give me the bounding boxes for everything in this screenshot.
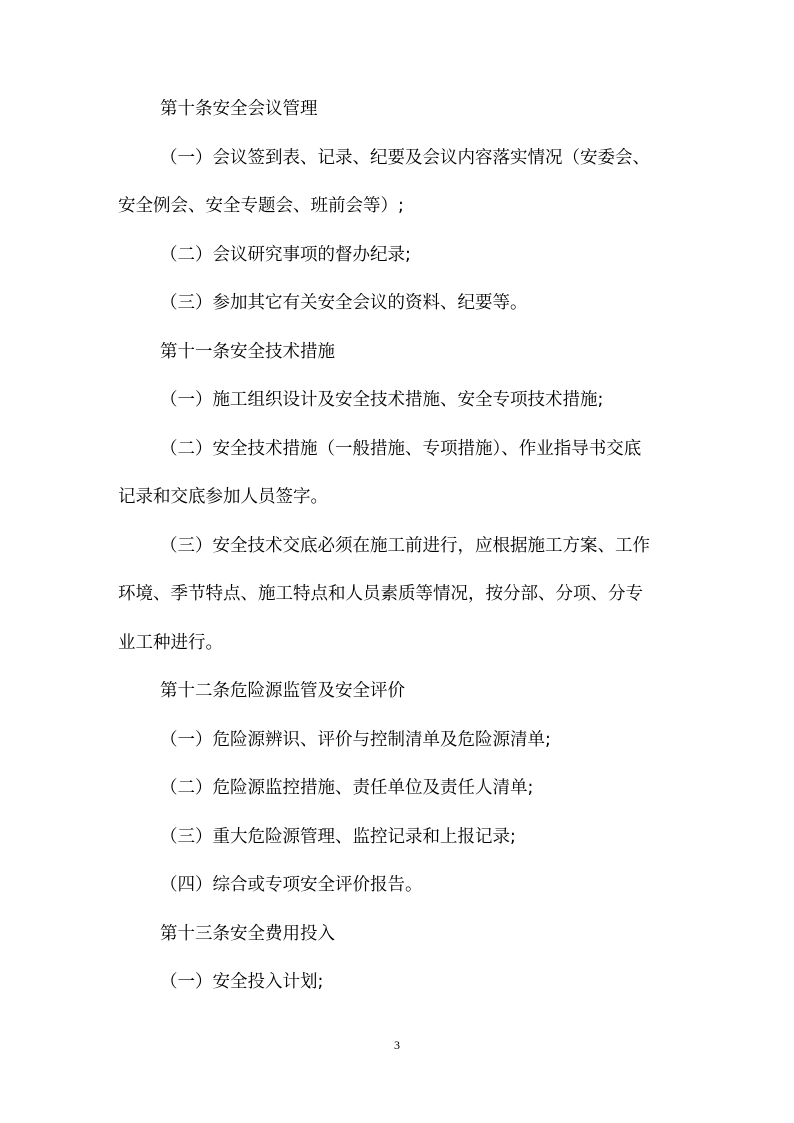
section-heading-article-11: 第十一条安全技术措施 [160,342,335,362]
paragraph-line: 记录和交底参加人员签字。 [118,487,328,507]
paragraph-line: （一）会议签到表、记录、纪要及会议内容落实情况（安委会、 [160,148,650,168]
paragraph-line: （四）综合或专项安全评价报告。 [160,875,423,895]
paragraph-line: 环境、季节特点、施工特点和人员素质等情况，按分部、分项、分专 [118,584,643,604]
paragraph-line: 业工种进行。 [118,633,223,653]
paragraph-line: 安全例会、安全专题会、班前会等）; [118,196,404,216]
paragraph-line: （二）安全技术措施（一般措施、专项措施）、作业指导书交底 [160,439,642,459]
paragraph-line: （三）安全技术交底必须在施工前进行，应根据施工方案、工作 [160,536,650,556]
paragraph-line: （二）危险源监控措施、责任单位及责任人清单; [160,778,534,798]
paragraph-line: （一）施工组织设计及安全技术措施、安全专项技术措施; [160,390,604,410]
paragraph-line: （一）安全投入计划; [160,972,324,992]
paragraph-line: （一）危险源辨识、评价与控制清单及危险源清单; [160,730,551,750]
paragraph-line: （三）重大危险源管理、监控记录和上报记录; [160,827,516,847]
paragraph-line: （三）参加其它有关安全会议的资料、纪要等。 [160,293,528,313]
paragraph-line: （二）会议研究事项的督办纪录; [160,245,411,265]
section-heading-article-10: 第十条安全会议管理 [160,99,318,119]
section-heading-article-12: 第十二条危险源监管及安全评价 [160,681,405,701]
section-heading-article-13: 第十三条安全费用投入 [160,924,335,944]
page-number: 3 [394,1038,400,1052]
